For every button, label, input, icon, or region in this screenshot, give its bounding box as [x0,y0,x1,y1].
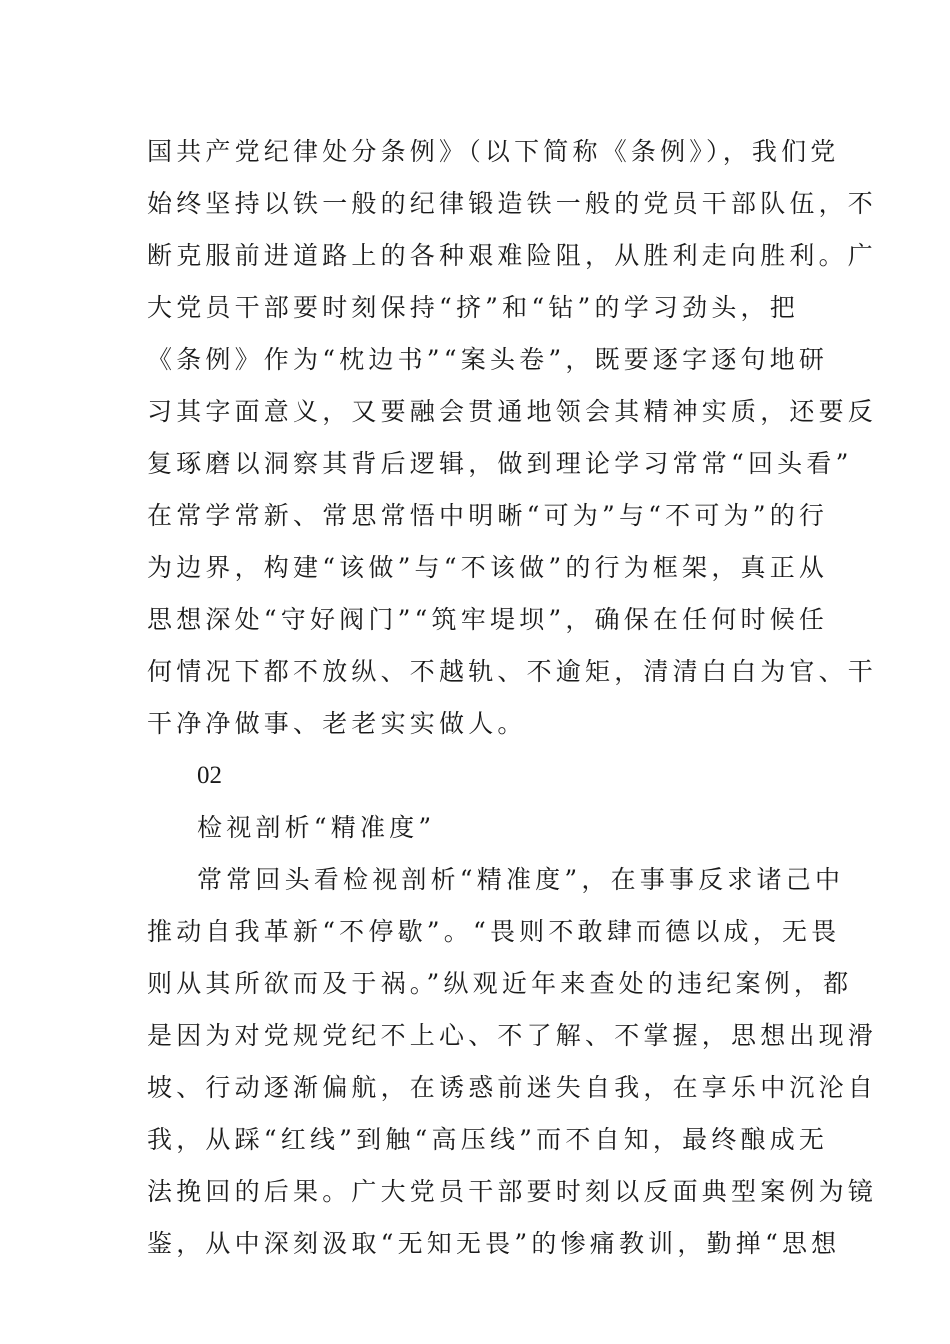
paragraph-line: 复琢磨以洞察其背后逻辑，做到理论学习常常“回头看” [147,449,853,478]
paragraph-line: 则从其所欲而及于祸。”纵观近年来查处的违纪案例，都 [147,969,853,998]
paragraph-line: 断克服前进道路上的各种艰难险阻，从胜利走向胜利。广 [147,241,878,270]
paragraph-line: 习其字面意义，又要融会贯通地领会其精神实质，还要反 [147,397,878,426]
paragraph-line: 推动自我革新“不停歇”。“畏则不敢肆而德以成，无畏 [147,917,841,946]
section-title: 检视剖析“精准度” [197,813,436,842]
paragraph-line: 为边界，构建“该做”与“不该做”的行为框架，真正从 [147,553,829,582]
paragraph-line: 常常回头看检视剖析“精准度”，在事事反求诸己中 [197,865,845,894]
paragraph-line: 在常学常新、常思常悟中明晰“可为”与“不可为”的行 [147,501,829,530]
paragraph-line: 坡、行动逐渐偏航，在诱惑前迷失自我，在享乐中沉沦自 [147,1073,878,1102]
section-number: 02 [197,762,222,789]
paragraph-line: 大党员干部要时刻保持“挤”和“钻”的学习劲头，把 [147,293,799,322]
paragraph-line: 我，从踩“红线”到触“高压线”而不自知，最终酿成无 [147,1125,829,1154]
paragraph-line: 鉴，从中深刻汲取“无知无畏”的惨痛教训，勤掸“思想 [147,1229,841,1258]
paragraph-line: 何情况下都不放纵、不越轨、不逾矩，清清白白为官、干 [147,657,878,686]
paragraph-line: 干净净做事、老老实实做人。 [147,709,527,738]
paragraph-line: 是因为对党规党纪不上心、不了解、不掌握，思想出现滑 [147,1021,878,1050]
paragraph-line: 思想深处“守好阀门”“筑牢堤坝”，确保在任何时候任 [147,605,829,634]
paragraph-line: 法挽回的后果。广大党员干部要时刻以反面典型案例为镜 [147,1177,878,1206]
paragraph-line: 国共产党纪律处分条例》（以下简称《条例》），我们党 [147,137,840,166]
paragraph-line: 《条例》作为“枕边书”“案头卷”，既要逐字逐句地研 [147,345,829,374]
paragraph-line: 始终坚持以铁一般的纪律锻造铁一般的党员干部队伍，不 [147,189,878,218]
